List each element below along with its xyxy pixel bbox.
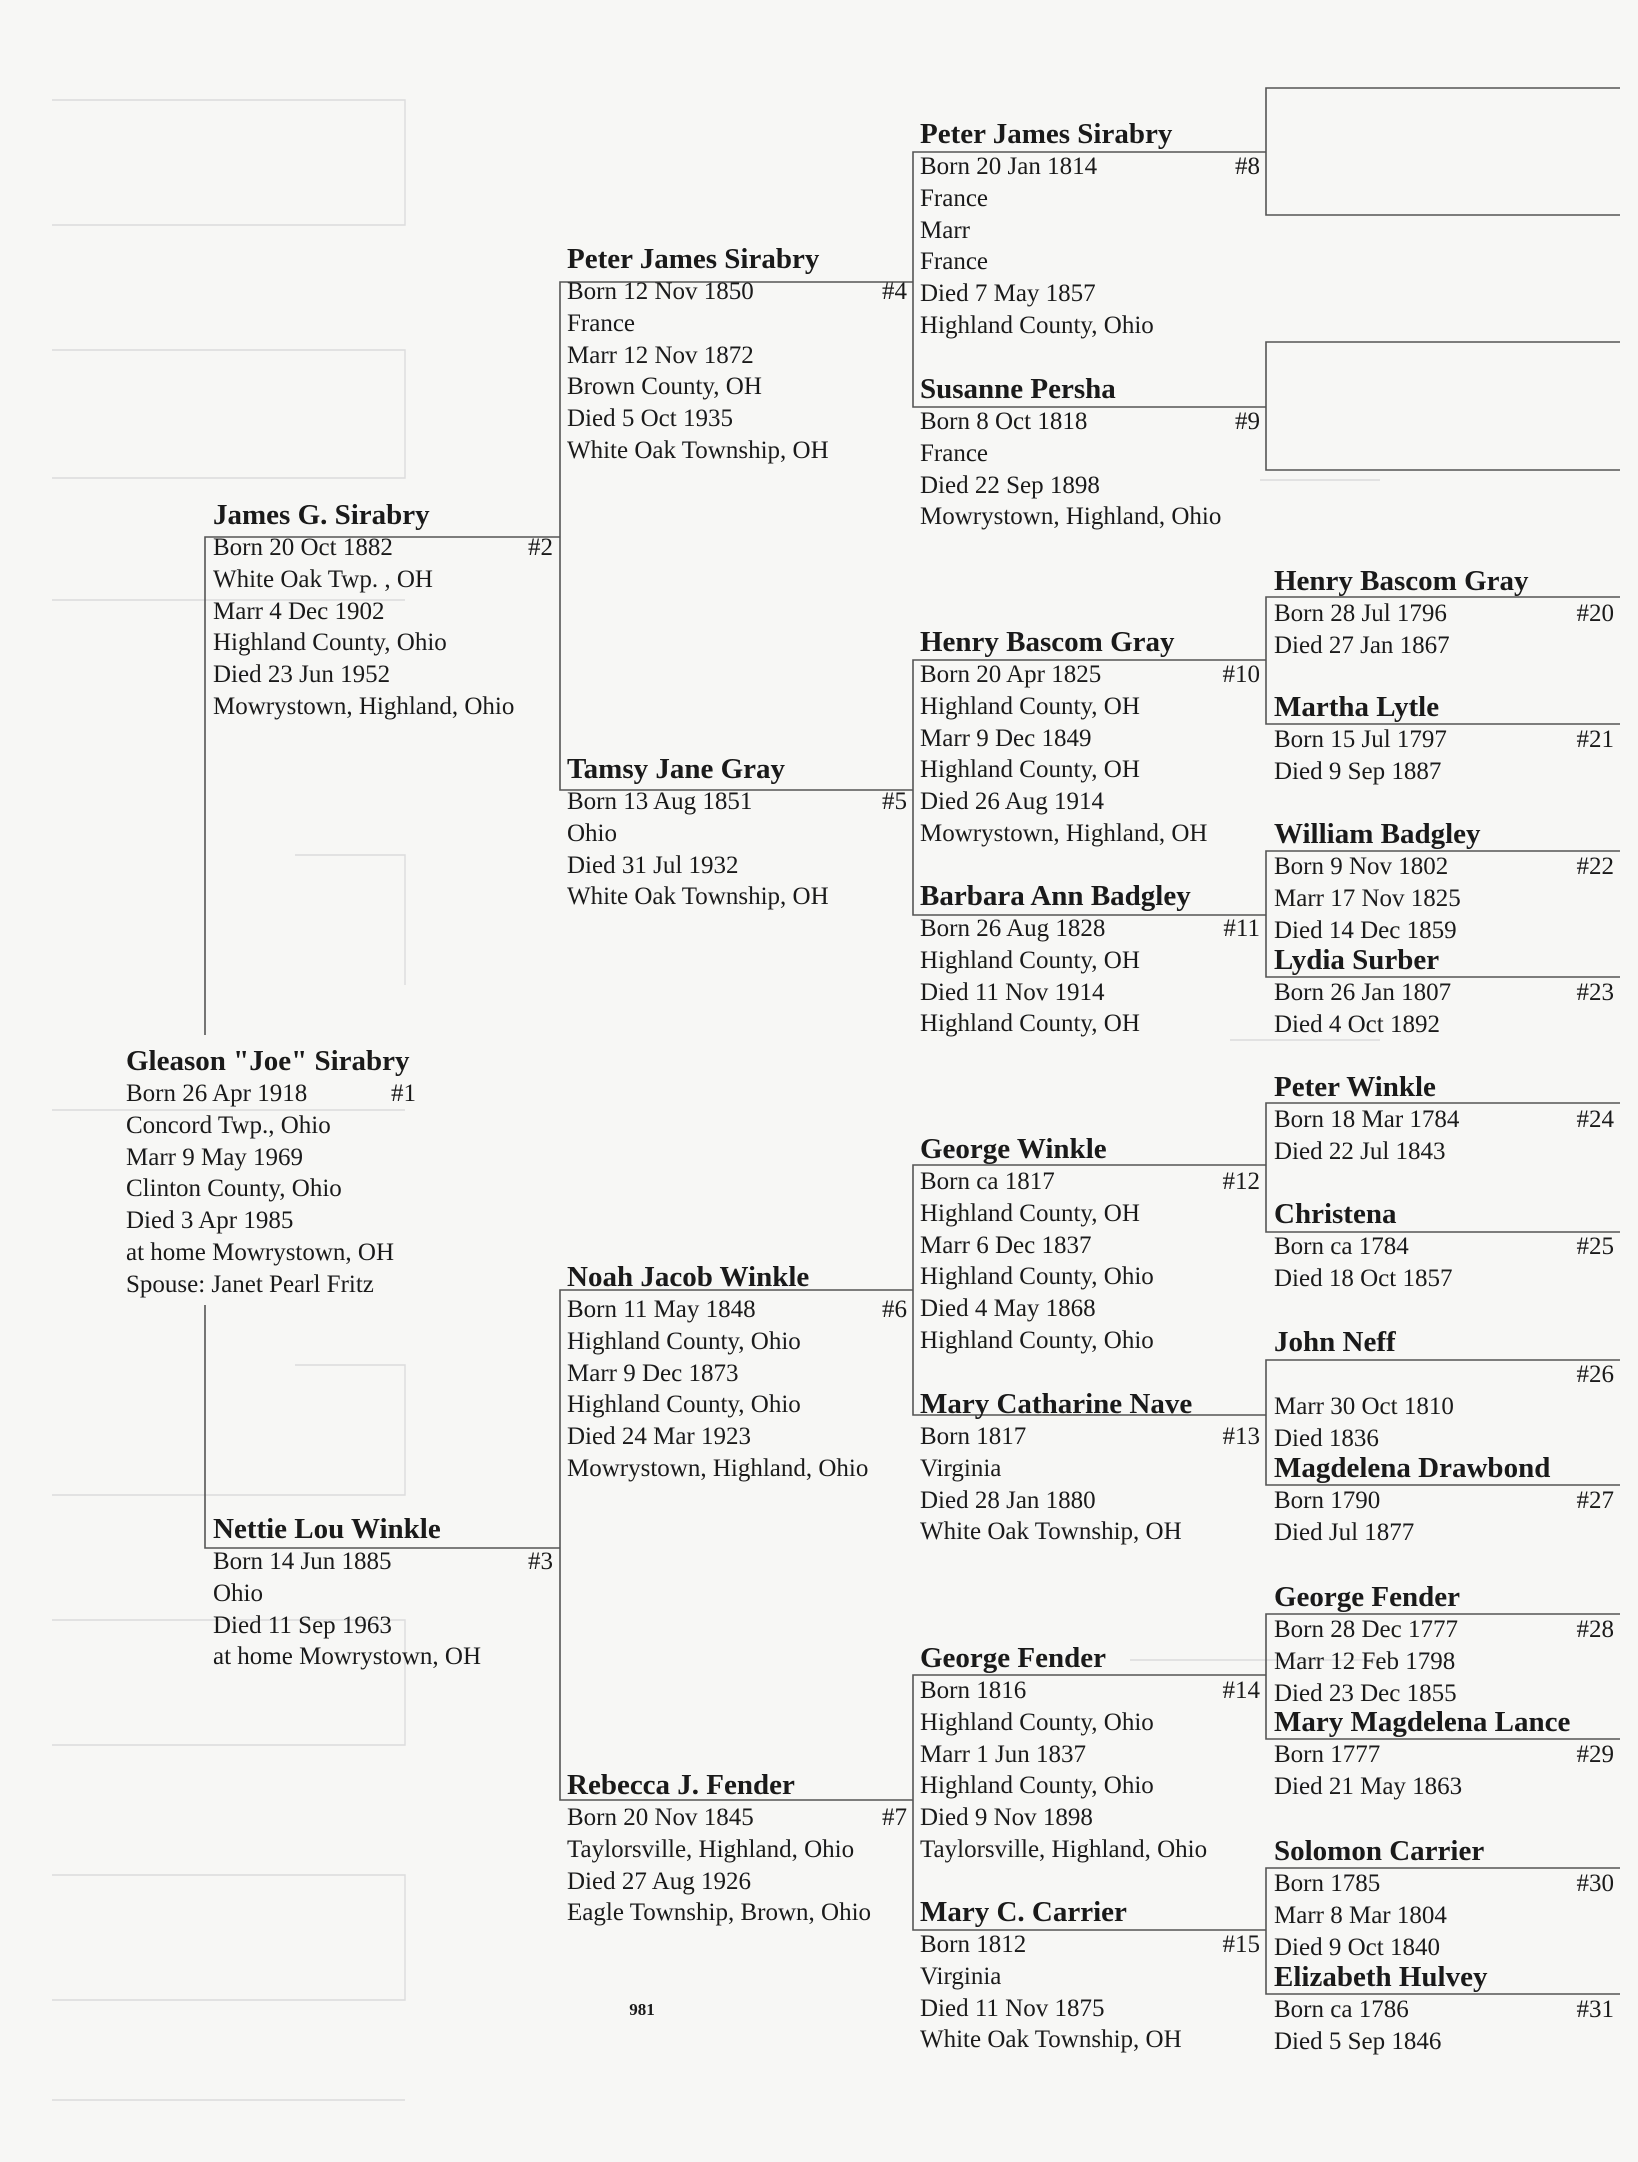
person-birth-row	[563, 1294, 913, 1326]
person-birth: Born 1817	[920, 1423, 1027, 1450]
person-detail-line: White Oak Township, OH	[567, 436, 829, 464]
person-detail-line: Marr 17 Nov 1825	[1274, 884, 1461, 912]
person-birth-row	[563, 786, 913, 818]
person-birth: Born 1790	[1274, 1487, 1381, 1514]
person-birth-row	[1270, 1104, 1620, 1136]
person-birth-row	[916, 1929, 1266, 1961]
person-birth-row	[1270, 1614, 1620, 1646]
ahnentafel-number: #8	[1235, 153, 1260, 180]
person-name: William Badgley	[1274, 818, 1481, 850]
ahnentafel-number: #31	[1576, 1996, 1614, 2023]
person-detail-line: Died 11 Nov 1914	[920, 978, 1105, 1006]
person-birth: Born 26 Apr 1918	[126, 1080, 308, 1107]
person-birth-row	[916, 1675, 1266, 1707]
ahnentafel-number: #22	[1576, 853, 1614, 880]
person-detail-line: Died 18 Oct 1857	[1274, 1264, 1453, 1292]
person-detail-line: Died 26 Aug 1914	[920, 788, 1105, 816]
person-detail-line: Concord Twp., Ohio	[126, 1111, 331, 1139]
person-birth-row	[563, 276, 913, 308]
person-birth-row	[916, 1421, 1266, 1453]
person-detail-line: Died Jul 1877	[1274, 1518, 1415, 1546]
person-detail-line: Mowrystown, Highland, Ohio	[567, 1454, 869, 1482]
person-birth-row	[916, 406, 1266, 438]
person-name: Tamsy Jane Gray	[567, 753, 786, 785]
person-birth: Born ca 1786	[1274, 1996, 1409, 2023]
person-detail-line: Taylorsville, Highland, Ohio	[567, 1835, 855, 1863]
person-detail-line: Died 5 Sep 1846	[1274, 2027, 1442, 2055]
person-detail-line: Died 14 Dec 1859	[1274, 916, 1457, 944]
person-birth: Born 20 Jan 1814	[920, 153, 1098, 180]
person-entry	[563, 1768, 913, 1929]
ahnentafel-number: #29	[1576, 1741, 1614, 1768]
person-name: Peter James Sirabry	[567, 243, 820, 275]
person-detail-line: Highland County, OH	[920, 756, 1140, 784]
person-entry	[916, 1895, 1266, 2056]
person-entry	[1270, 1070, 1620, 1168]
person-birth: Born 15 Jul 1797	[1274, 726, 1447, 753]
person-detail-line: Marr 4 Dec 1902	[213, 597, 385, 625]
person-birth-row	[1270, 977, 1620, 1009]
person-birth: Born 18 Mar 1784	[1274, 1106, 1460, 1133]
person-detail-line: Died 28 Jan 1880	[920, 1486, 1096, 1514]
person-detail-line: Marr 8 Mar 1804	[1274, 1901, 1447, 1929]
person-entry	[563, 752, 913, 913]
person-name: Solomon Carrier	[1274, 1835, 1485, 1867]
person-birth: Born 1785	[1274, 1870, 1381, 1897]
person-birth: Born 8 Oct 1818	[920, 408, 1088, 435]
person-detail-line: Highland County, Ohio	[920, 311, 1154, 339]
person-detail-line: White Oak Township, OH	[920, 1518, 1182, 1546]
person-detail-line: France	[567, 309, 636, 337]
person-detail-line: Highland County, OH	[920, 1199, 1140, 1227]
person-birth: Born 11 May 1848	[567, 1296, 756, 1323]
person-detail-line: Died 9 Nov 1898	[920, 1804, 1093, 1832]
ahnentafel-number: #28	[1576, 1616, 1614, 1643]
person-birth: Born 28 Jul 1796	[1274, 600, 1447, 627]
person-name: Mary Catharine Nave	[920, 1388, 1193, 1420]
person-detail-line: Died 27 Aug 1926	[567, 1867, 752, 1895]
person-detail-line: France	[920, 184, 989, 212]
person-entry	[1270, 1451, 1620, 1549]
person-detail-line: Mowrystown, Highland, Ohio	[920, 503, 1222, 531]
person-name: Mary C. Carrier	[920, 1896, 1127, 1928]
person-detail-line: Died 9 Sep 1887	[1274, 757, 1442, 785]
person-detail-line: Died 3 Apr 1985	[126, 1207, 294, 1235]
person-detail-line: Marr 9 Dec 1849	[920, 724, 1092, 752]
person-detail-line: Died 24 Mar 1923	[567, 1423, 751, 1451]
person-detail-line: Clinton County, Ohio	[126, 1175, 342, 1203]
person-detail-line: Highland County, Ohio	[920, 1326, 1154, 1354]
person-entry	[916, 1132, 1266, 1357]
person-detail-line: France	[920, 248, 989, 276]
person-birth: Born 1816	[920, 1677, 1027, 1704]
person-name: Mary Magdelena Lance	[1274, 1706, 1571, 1738]
ahnentafel-number: #27	[1576, 1487, 1614, 1514]
person-detail-line: Died 4 May 1868	[920, 1295, 1096, 1323]
person-name: Lydia Surber	[1274, 944, 1440, 976]
person-name: Henry Bascom Gray	[1274, 565, 1529, 597]
person-detail-line: Died 11 Sep 1963	[213, 1611, 392, 1639]
person-birth-row	[916, 151, 1266, 183]
person-birth: Born 26 Aug 1828	[920, 915, 1106, 942]
person-birth-row	[563, 1802, 913, 1834]
ahnentafel-number: #12	[1222, 1168, 1260, 1195]
person-name: Nettie Lou Winkle	[213, 1513, 441, 1545]
person-name: Elizabeth Hulvey	[1274, 1961, 1488, 1993]
person-detail-line: Died 22 Sep 1898	[920, 471, 1100, 499]
person-birth-row	[916, 913, 1266, 945]
person-entry	[1270, 1325, 1620, 1454]
ahnentafel-number: #24	[1576, 1106, 1614, 1133]
person-detail-line: Highland County, Ohio	[567, 1391, 801, 1419]
person-detail-line: Spouse: Janet Pearl Fritz	[126, 1270, 374, 1298]
person-detail-line: Highland County, OH	[920, 692, 1140, 720]
ahnentafel-number: #30	[1576, 1870, 1614, 1897]
person-name: Susanne Persha	[920, 373, 1116, 405]
person-detail-line: Died 23 Jun 1952	[213, 661, 391, 689]
person-name: George Fender	[920, 1642, 1107, 1674]
person-birth-row	[1270, 598, 1620, 630]
person-birth: Born ca 1784	[1274, 1233, 1409, 1260]
person-entry	[916, 625, 1266, 850]
ahnentafel-number: #2	[528, 534, 553, 561]
person-detail-line: Died 27 Jan 1867	[1274, 631, 1450, 659]
ahnentafel-number: #14	[1222, 1677, 1260, 1704]
person-detail-line: Eagle Township, Brown, Ohio	[567, 1899, 872, 1927]
person-name: Martha Lytle	[1274, 691, 1440, 723]
ahnentafel-number: #9	[1235, 408, 1260, 435]
person-entry	[1270, 943, 1620, 1041]
person-birth-row	[1270, 851, 1620, 883]
person-detail-line: Highland County, Ohio	[920, 1772, 1154, 1800]
person-detail-line: Highland County, OH	[920, 946, 1140, 974]
person-birth-row	[1270, 1868, 1620, 1900]
person-detail-line: Marr 9 Dec 1873	[567, 1359, 739, 1387]
person-name: Peter Winkle	[1274, 1071, 1436, 1103]
person-entry	[1270, 1580, 1620, 1709]
person-detail-line: Highland County, Ohio	[567, 1327, 801, 1355]
person-entry	[1270, 1960, 1620, 2058]
person-detail-line: Died 31 Jul 1932	[567, 851, 739, 879]
person-birth: Born 26 Jan 1807	[1274, 979, 1452, 1006]
person-birth-row	[1270, 1485, 1620, 1517]
person-detail-line: White Oak Township, OH	[567, 883, 829, 911]
person-detail-line: France	[920, 439, 989, 467]
person-detail-line: Taylorsville, Highland, Ohio	[920, 1835, 1208, 1863]
person-birth: Born 20 Apr 1825	[920, 661, 1102, 688]
person-birth: Born 14 Jun 1885	[213, 1548, 392, 1575]
person-entry	[916, 1641, 1266, 1866]
person-detail-line: White Oak Twp. , OH	[213, 565, 433, 593]
person-entry	[1270, 1705, 1620, 1803]
person-birth: Born 1777	[1274, 1741, 1381, 1768]
person-entry	[1270, 817, 1620, 946]
page-number: 981	[629, 2000, 655, 2019]
ahnentafel-number: #11	[1223, 915, 1260, 942]
person-birth: Born 9 Nov 1802	[1274, 853, 1449, 880]
person-entry	[209, 1512, 559, 1673]
person-entry	[1270, 690, 1620, 788]
person-name: Noah Jacob Winkle	[567, 1261, 810, 1293]
person-detail-line: Highland County, Ohio	[920, 1708, 1154, 1736]
person-birth-row	[122, 1078, 422, 1110]
person-entry	[916, 1387, 1266, 1548]
person-name: George Winkle	[920, 1133, 1107, 1165]
person-birth-row	[209, 532, 559, 564]
person-detail-line: Highland County, OH	[920, 1010, 1140, 1038]
person-detail-line: Marr 30 Oct 1810	[1274, 1392, 1454, 1420]
person-detail-line: at home Mowrystown, OH	[126, 1238, 395, 1266]
person-name: Barbara Ann Badgley	[920, 880, 1191, 912]
ahnentafel-number: #7	[882, 1804, 907, 1831]
person-birth: Born 13 Aug 1851	[567, 788, 753, 815]
person-detail-line: Died 1836	[1274, 1424, 1379, 1452]
person-birth: Born 20 Nov 1845	[567, 1804, 754, 1831]
ahnentafel-number: #20	[1576, 600, 1614, 627]
person-entry	[1270, 1197, 1620, 1295]
person-detail-line: at home Mowrystown, OH	[213, 1643, 482, 1671]
ahnentafel-number: #5	[882, 788, 907, 815]
person-birth-row	[209, 1546, 559, 1578]
ahnentafel-number: #25	[1576, 1233, 1614, 1260]
person-detail-line: Died 11 Nov 1875	[920, 1994, 1105, 2022]
person-birth-row	[1270, 1739, 1620, 1771]
ahnentafel-number: #21	[1576, 726, 1614, 753]
ahnentafel-number: #6	[882, 1296, 907, 1323]
person-entry	[563, 1260, 913, 1485]
person-detail-line: Mowrystown, Highland, Ohio	[213, 692, 515, 720]
person-detail-line: Died 9 Oct 1840	[1274, 1933, 1440, 1961]
person-detail-line: Marr 12 Nov 1872	[567, 341, 754, 369]
person-detail-line: Died 22 Jul 1843	[1274, 1137, 1446, 1165]
person-detail-line: Died 23 Dec 1855	[1274, 1679, 1457, 1707]
ahnentafel-number: #13	[1222, 1423, 1260, 1450]
person-detail-line: Brown County, OH	[567, 373, 762, 401]
ahnentafel-number: #10	[1222, 661, 1260, 688]
person-name: Peter James Sirabry	[920, 118, 1173, 150]
person-detail-line: Died 5 Oct 1935	[567, 405, 733, 433]
ahnentafel-number: #23	[1576, 979, 1614, 1006]
person-detail-line: White Oak Township, OH	[920, 2026, 1182, 2054]
person-name: James G. Sirabry	[213, 499, 430, 531]
person-detail-line: Marr 12 Feb 1798	[1274, 1647, 1456, 1675]
person-detail-line: Marr 6 Dec 1837	[920, 1231, 1092, 1259]
person-detail-line: Died 7 May 1857	[920, 280, 1096, 308]
person-detail-line: Died 21 May 1863	[1274, 1772, 1463, 1800]
ahnentafel-number: #26	[1576, 1361, 1614, 1388]
person-entry	[209, 498, 559, 723]
person-birth-row	[1270, 1231, 1620, 1263]
person-birth: Born 20 Oct 1882	[213, 534, 393, 561]
person-birth: Born 12 Nov 1850	[567, 278, 754, 305]
person-detail-line: Highland County, Ohio	[213, 629, 447, 657]
person-detail-line: Marr 9 May 1969	[126, 1143, 304, 1171]
person-detail-line: Marr	[920, 216, 970, 244]
person-name: George Fender	[1274, 1581, 1461, 1613]
person-detail-line: Ohio	[567, 819, 617, 847]
person-name: Henry Bascom Gray	[920, 626, 1175, 658]
person-name: Rebecca J. Fender	[567, 1769, 795, 1801]
person-detail-line: Virginia	[920, 1962, 1002, 1990]
person-entry	[916, 117, 1266, 342]
person-name: Gleason "Joe" Sirabry	[126, 1045, 410, 1077]
person-detail-line: Ohio	[213, 1579, 263, 1607]
person-birth-row	[1270, 1359, 1620, 1391]
person-detail-line: Died 4 Oct 1892	[1274, 1010, 1440, 1038]
person-entry	[1270, 564, 1620, 662]
person-entry	[563, 242, 913, 467]
ahnentafel-number: #4	[882, 278, 907, 305]
person-birth: Born 28 Dec 1777	[1274, 1616, 1458, 1643]
person-entry	[122, 1044, 422, 1301]
person-detail-line: Mowrystown, Highland, OH	[920, 819, 1208, 847]
person-birth-row	[916, 659, 1266, 691]
person-name: John Neff	[1274, 1326, 1396, 1358]
ahnentafel-number: #1	[391, 1080, 416, 1107]
person-detail-line: Virginia	[920, 1454, 1002, 1482]
person-birth-row	[1270, 1994, 1620, 2026]
person-birth-row	[1270, 724, 1620, 756]
person-birth: Born 1812	[920, 1931, 1027, 1958]
person-detail-line: Marr 1 Jun 1837	[920, 1740, 1086, 1768]
person-name: Magdelena Drawbond	[1274, 1452, 1551, 1484]
person-name: Christena	[1274, 1198, 1397, 1230]
person-entry	[916, 372, 1266, 533]
person-birth-row	[916, 1166, 1266, 1198]
person-entry	[1270, 1834, 1620, 1963]
person-entry	[916, 879, 1266, 1040]
ahnentafel-number: #15	[1222, 1931, 1260, 1958]
person-detail-line: Highland County, Ohio	[920, 1263, 1154, 1291]
person-birth: Born ca 1817	[920, 1168, 1055, 1195]
ahnentafel-number: #3	[528, 1548, 553, 1575]
